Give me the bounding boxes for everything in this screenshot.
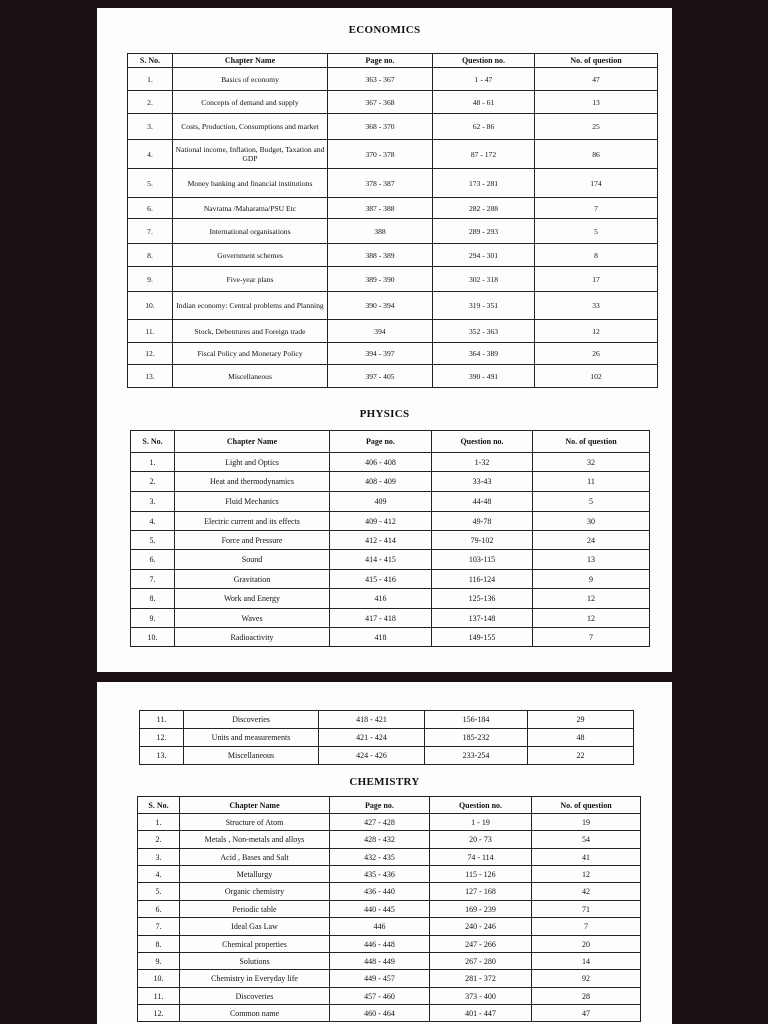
question-count-cell: 174 (535, 169, 658, 198)
question-count-cell: 13 (535, 91, 658, 114)
question-range-cell: 137-148 (432, 609, 533, 628)
question-range-cell: 282 - 288 (433, 198, 535, 219)
question-range-cell: 115 - 126 (430, 866, 532, 883)
question-count-cell: 5 (533, 492, 650, 512)
question-count-cell: 32 (533, 453, 650, 472)
question-range-cell: 185-232 (425, 729, 528, 747)
table-row (138, 936, 641, 953)
question-range-cell: 233-254 (425, 747, 528, 765)
serial-number-cell: 3. (128, 114, 173, 140)
physics-title: PHYSICS (359, 408, 410, 420)
chapter-name-cell: Sound (175, 550, 330, 570)
page-range-cell: 457 - 460 (330, 988, 430, 1005)
question-count-cell: 28 (532, 988, 641, 1005)
header-question-number: Question no. (432, 431, 533, 453)
page-range-cell: 424 - 426 (319, 747, 425, 765)
table-header-row (131, 431, 650, 453)
question-range-cell: 401 - 447 (430, 1005, 532, 1022)
question-count-cell: 26 (535, 343, 658, 365)
page-range-cell: 368 - 370 (328, 114, 433, 140)
table-row (138, 918, 641, 936)
question-range-cell: 20 - 73 (430, 831, 532, 849)
page-range-cell: 416 (330, 589, 432, 609)
chapter-name-cell: Chemical properties (180, 936, 330, 953)
serial-number-cell: 2. (128, 91, 173, 114)
header-question-number: Question no. (433, 54, 535, 68)
question-range-cell: 319 - 351 (433, 292, 535, 320)
question-count-cell: 20 (532, 936, 641, 953)
page-range-cell: 448 - 449 (330, 953, 430, 970)
header-serial-number: S. No. (128, 54, 173, 68)
table-row (138, 831, 641, 849)
question-range-cell: 48 - 61 (433, 91, 535, 114)
table-row (131, 609, 650, 628)
serial-number-cell: 8. (128, 244, 173, 267)
table-header-row (128, 54, 658, 68)
chapter-name-cell: Electric current and its effects (175, 512, 330, 531)
table-row (128, 114, 658, 140)
serial-number-cell: 4. (128, 140, 173, 169)
page-range-cell: 378 - 387 (328, 169, 433, 198)
question-count-cell: 12 (533, 609, 650, 628)
page-range-cell: 436 - 440 (330, 883, 430, 901)
table-row (128, 68, 658, 91)
question-count-cell: 12 (532, 866, 641, 883)
table-row (138, 883, 641, 901)
chapter-name-cell: Organic chemistry (180, 883, 330, 901)
chapter-name-cell: Work and Energy (175, 589, 330, 609)
chapter-name-cell: Common name (180, 1005, 330, 1022)
chapter-name-cell: Stock, Debentures and Foreign trade (173, 320, 328, 343)
chapter-name-cell: Gravitation (175, 570, 330, 589)
chapter-name-cell: Force and Pressure (175, 531, 330, 550)
question-count-cell: 24 (533, 531, 650, 550)
chapter-name-cell: Miscellaneous (173, 365, 328, 388)
table-row (128, 169, 658, 198)
question-range-cell: 156-184 (425, 711, 528, 729)
serial-number-cell: 1. (128, 68, 173, 91)
header-serial-number: S. No. (131, 431, 175, 453)
question-count-cell: 47 (532, 1005, 641, 1022)
question-range-cell: 294 - 301 (433, 244, 535, 267)
page-range-cell: 397 - 405 (328, 365, 433, 388)
question-count-cell: 7 (532, 918, 641, 936)
serial-number-cell: 7. (128, 219, 173, 244)
page-range-cell: 389 - 390 (328, 267, 433, 292)
question-range-cell: 373 - 400 (430, 988, 532, 1005)
question-range-cell: 1-32 (432, 453, 533, 472)
table-row (138, 953, 641, 970)
question-count-cell: 42 (532, 883, 641, 901)
table-row (128, 244, 658, 267)
question-count-cell: 25 (535, 114, 658, 140)
chapter-name-cell: International organisations (173, 219, 328, 244)
page-range-cell: 418 - 421 (319, 711, 425, 729)
question-range-cell: 127 - 168 (430, 883, 532, 901)
question-count-cell: 8 (535, 244, 658, 267)
chapter-name-cell: Solutions (180, 953, 330, 970)
table-row (128, 198, 658, 219)
chemistry-table (137, 796, 641, 1022)
table-row (138, 901, 641, 918)
table-row (138, 988, 641, 1005)
page-range-cell: 406 - 408 (330, 453, 432, 472)
serial-number-cell: 3. (138, 849, 180, 866)
page-range-cell: 390 - 394 (328, 292, 433, 320)
page-range-cell: 412 - 414 (330, 531, 432, 550)
question-count-cell: 9 (533, 570, 650, 589)
table-row (131, 550, 650, 570)
page-range-cell: 408 - 409 (330, 472, 432, 492)
economics-title: ECONOMICS (348, 24, 421, 36)
serial-number-cell: 3. (131, 492, 175, 512)
question-count-cell: 41 (532, 849, 641, 866)
chapter-name-cell: Costs, Production, Consumptions and market (173, 114, 328, 140)
question-count-cell: 92 (532, 970, 641, 988)
serial-number-cell: 6. (128, 198, 173, 219)
serial-number-cell: 13. (140, 747, 184, 765)
table-row (138, 849, 641, 866)
question-range-cell: 267 - 280 (430, 953, 532, 970)
chapter-name-cell: Metals , Non-metals and alloys (180, 831, 330, 849)
question-range-cell: 79-102 (432, 531, 533, 550)
table-row (128, 219, 658, 244)
question-range-cell: 240 - 246 (430, 918, 532, 936)
question-count-cell: 5 (535, 219, 658, 244)
chapter-name-cell: Ideal Gas Law (180, 918, 330, 936)
question-count-cell: 13 (533, 550, 650, 570)
page-range-cell: 428 - 432 (330, 831, 430, 849)
serial-number-cell: 12. (128, 343, 173, 365)
serial-number-cell: 6. (138, 901, 180, 918)
question-count-cell: 71 (532, 901, 641, 918)
page-range-cell: 440 - 445 (330, 901, 430, 918)
serial-number-cell: 5. (138, 883, 180, 901)
page-range-cell: 363 - 367 (328, 68, 433, 91)
serial-number-cell: 6. (131, 550, 175, 570)
page-range-cell: 394 - 397 (328, 343, 433, 365)
question-range-cell: 173 - 281 (433, 169, 535, 198)
table-row (140, 729, 634, 747)
table-row (131, 589, 650, 609)
question-range-cell: 44-48 (432, 492, 533, 512)
table-row (131, 512, 650, 531)
serial-number-cell: 12. (140, 729, 184, 747)
question-count-cell: 102 (535, 365, 658, 388)
question-count-cell: 7 (535, 198, 658, 219)
chapter-name-cell: Radioactivity (175, 628, 330, 647)
serial-number-cell: 2. (138, 831, 180, 849)
question-range-cell: 281 - 372 (430, 970, 532, 988)
document-page-1 (97, 8, 672, 672)
serial-number-cell: 5. (128, 169, 173, 198)
serial-number-cell: 9. (128, 267, 173, 292)
question-range-cell: 87 - 172 (433, 140, 535, 169)
chapter-name-cell: Basics of economy (173, 68, 328, 91)
chapter-name-cell: Light and Optics (175, 453, 330, 472)
page-range-cell: 409 (330, 492, 432, 512)
page-range-cell: 435 - 436 (330, 866, 430, 883)
chapter-name-cell: Navratna /Maharatna/PSU Etc (173, 198, 328, 219)
chapter-name-cell: Miscellaneous (184, 747, 319, 765)
header-question-count: No. of question (535, 54, 658, 68)
chapter-name-cell: National income, Inflation, Budget, Taxation and GDP (173, 140, 328, 169)
chapter-name-cell: Heat and thermodynamics (175, 472, 330, 492)
question-count-cell: 47 (535, 68, 658, 91)
chapter-name-cell: Structure of Atom (180, 814, 330, 831)
table-row (131, 628, 650, 647)
serial-number-cell: 9. (131, 609, 175, 628)
serial-number-cell: 1. (138, 814, 180, 831)
question-range-cell: 169 - 239 (430, 901, 532, 918)
question-range-cell: 62 - 86 (433, 114, 535, 140)
page-range-cell: 446 - 448 (330, 936, 430, 953)
question-count-cell: 30 (533, 512, 650, 531)
table-row (131, 570, 650, 589)
serial-number-cell: 7. (131, 570, 175, 589)
header-question-number: Question no. (430, 797, 532, 814)
question-count-cell: 29 (528, 711, 634, 729)
question-range-cell: 247 - 266 (430, 936, 532, 953)
chemistry-title: CHEMISTRY (349, 776, 420, 788)
table-row (128, 91, 658, 114)
serial-number-cell: 8. (138, 936, 180, 953)
page-range-cell: 432 - 435 (330, 849, 430, 866)
page-range-cell: 394 (328, 320, 433, 343)
question-range-cell: 33-43 (432, 472, 533, 492)
table-row (131, 531, 650, 550)
question-range-cell: 125-136 (432, 589, 533, 609)
table-row (140, 711, 634, 729)
header-page-number: Page no. (330, 431, 432, 453)
question-range-cell: 1 - 19 (430, 814, 532, 831)
table-row (128, 292, 658, 320)
page-range-cell: 367 - 368 (328, 91, 433, 114)
question-count-cell: 33 (535, 292, 658, 320)
serial-number-cell: 5. (131, 531, 175, 550)
page-range-cell: 427 - 428 (330, 814, 430, 831)
question-range-cell: 74 - 114 (430, 849, 532, 866)
question-range-cell: 352 - 363 (433, 320, 535, 343)
page-range-cell: 387 - 388 (328, 198, 433, 219)
page-range-cell: 409 - 412 (330, 512, 432, 531)
chapter-name-cell: Fiscal Policy and Monetary Policy (173, 343, 328, 365)
question-count-cell: 48 (528, 729, 634, 747)
question-count-cell: 11 (533, 472, 650, 492)
serial-number-cell: 10. (131, 628, 175, 647)
chapter-name-cell: Discoveries (184, 711, 319, 729)
page-range-cell: 421 - 424 (319, 729, 425, 747)
question-count-cell: 86 (535, 140, 658, 169)
table-row (131, 472, 650, 492)
question-count-cell: 14 (532, 953, 641, 970)
page-range-cell: 414 - 415 (330, 550, 432, 570)
chapter-name-cell: Indian economy: Central problems and Planning (173, 292, 328, 320)
header-question-count: No. of question (532, 797, 641, 814)
serial-number-cell: 4. (138, 866, 180, 883)
serial-number-cell: 10. (128, 292, 173, 320)
question-range-cell: 103-115 (432, 550, 533, 570)
question-range-cell: 116-124 (432, 570, 533, 589)
page-range-cell: 370 - 378 (328, 140, 433, 169)
table-header-row (138, 797, 641, 814)
chapter-name-cell: Metallurgy (180, 866, 330, 883)
table-row (138, 970, 641, 988)
chapter-name-cell: Money banking and financial institutions (173, 169, 328, 198)
chapter-name-cell: Periodic table (180, 901, 330, 918)
physics-continued-table (139, 710, 634, 765)
page-range-cell: 418 (330, 628, 432, 647)
question-count-cell: 12 (533, 589, 650, 609)
question-count-cell: 19 (532, 814, 641, 831)
serial-number-cell: 1. (131, 453, 175, 472)
page-range-cell: 449 - 457 (330, 970, 430, 988)
serial-number-cell: 7. (138, 918, 180, 936)
chapter-name-cell: Five-year plans (173, 267, 328, 292)
serial-number-cell: 11. (140, 711, 184, 729)
question-count-cell: 22 (528, 747, 634, 765)
serial-number-cell: 11. (138, 988, 180, 1005)
table-row (138, 1005, 641, 1022)
table-row (128, 320, 658, 343)
question-range-cell: 364 - 389 (433, 343, 535, 365)
page-range-cell: 417 - 418 (330, 609, 432, 628)
page-range-cell: 388 (328, 219, 433, 244)
chapter-name-cell: Government schemes (173, 244, 328, 267)
header-chapter-name: Chapter Name (180, 797, 330, 814)
table-row (131, 453, 650, 472)
table-row (128, 343, 658, 365)
header-chapter-name: Chapter Name (175, 431, 330, 453)
chapter-name-cell: Concepts of demand and supply (173, 91, 328, 114)
header-serial-number: S. No. (138, 797, 180, 814)
serial-number-cell: 10. (138, 970, 180, 988)
economics-table (127, 53, 658, 388)
page-range-cell: 446 (330, 918, 430, 936)
table-row (138, 814, 641, 831)
table-row (128, 140, 658, 169)
serial-number-cell: 13. (128, 365, 173, 388)
page-range-cell: 388 - 389 (328, 244, 433, 267)
physics-table (130, 430, 650, 647)
header-page-number: Page no. (328, 54, 433, 68)
chapter-name-cell: Discoveries (180, 988, 330, 1005)
page-range-cell: 415 - 416 (330, 570, 432, 589)
question-range-cell: 302 - 318 (433, 267, 535, 292)
page-range-cell: 460 - 464 (330, 1005, 430, 1022)
serial-number-cell: 12. (138, 1005, 180, 1022)
serial-number-cell: 2. (131, 472, 175, 492)
question-count-cell: 54 (532, 831, 641, 849)
serial-number-cell: 11. (128, 320, 173, 343)
question-count-cell: 12 (535, 320, 658, 343)
serial-number-cell: 9. (138, 953, 180, 970)
chapter-name-cell: Waves (175, 609, 330, 628)
table-row (128, 365, 658, 388)
question-range-cell: 289 - 293 (433, 219, 535, 244)
question-count-cell: 7 (533, 628, 650, 647)
question-range-cell: 1 - 47 (433, 68, 535, 91)
chapter-name-cell: Chemistry in Everyday life (180, 970, 330, 988)
chapter-name-cell: Fluid Mechanics (175, 492, 330, 512)
table-row (131, 492, 650, 512)
question-range-cell: 49-78 (432, 512, 533, 531)
table-row (138, 866, 641, 883)
question-range-cell: 390 - 491 (433, 365, 535, 388)
question-count-cell: 17 (535, 267, 658, 292)
serial-number-cell: 4. (131, 512, 175, 531)
chapter-name-cell: Acid , Bases and Salt (180, 849, 330, 866)
header-chapter-name: Chapter Name (173, 54, 328, 68)
question-range-cell: 149-155 (432, 628, 533, 647)
chapter-name-cell: Units and measurements (184, 729, 319, 747)
serial-number-cell: 8. (131, 589, 175, 609)
header-question-count: No. of question (533, 431, 650, 453)
header-page-number: Page no. (330, 797, 430, 814)
table-row (140, 747, 634, 765)
document-page-2 (97, 682, 672, 1024)
table-row (128, 267, 658, 292)
